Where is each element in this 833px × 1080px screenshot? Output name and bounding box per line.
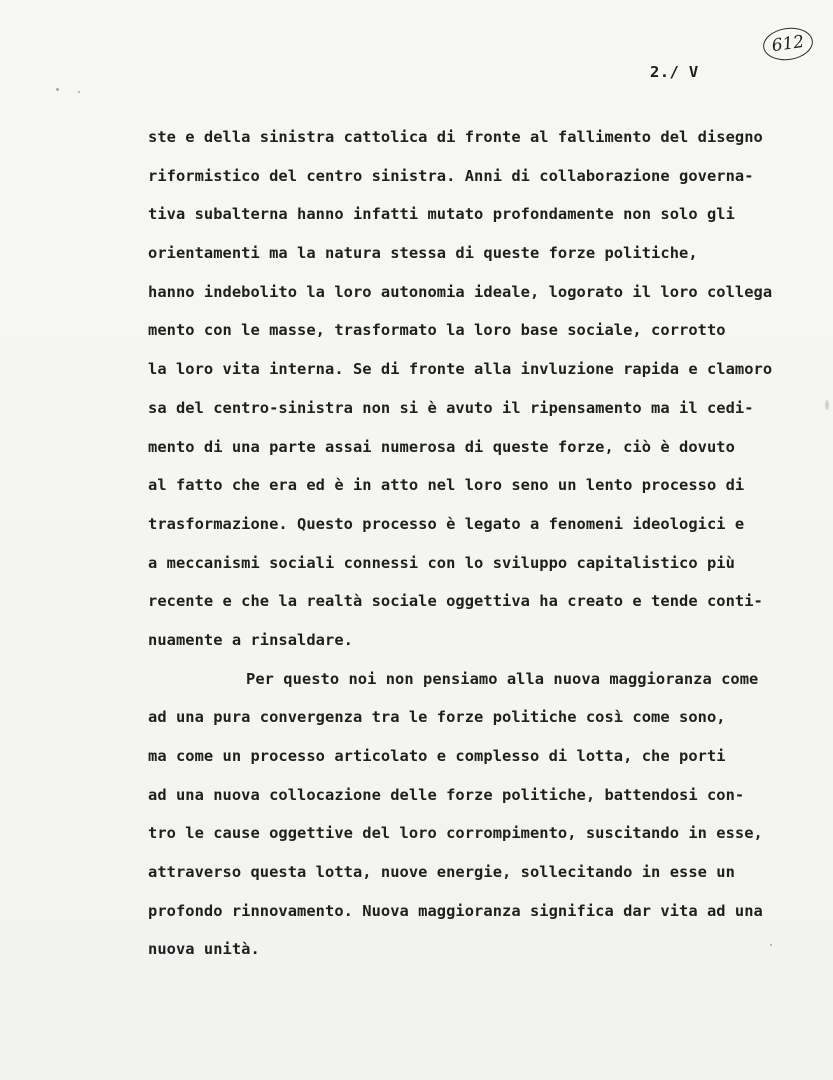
text-line: hanno indebolito la loro autonomia ideale, logorato il loro collega — [148, 282, 773, 301]
paper-speck — [78, 91, 80, 93]
archive-number-mark: 612 — [761, 25, 815, 64]
text-line: al fatto che era ed è in atto nel loro seno un lento processo di — [148, 476, 745, 495]
text-line: ma come un processo articolato e complesso di lotta, che porti — [148, 747, 726, 765]
text-line: nuamente a rinsaldare. — [148, 630, 353, 649]
page-number: 2./ V — [650, 63, 699, 81]
paragraph-first-line: Per questo noi non pensiamo alla nuova maggioranza come — [246, 669, 759, 688]
text-line: a meccanismi sociali connessi con lo sviluppo capitalistico più — [148, 553, 735, 572]
text-line: mento di una parte assai numerosa di queste forze, ciò è dovuto — [148, 437, 735, 456]
text-line: la loro vita interna. Se di fronte alla invluzione rapida e clamoro — [148, 360, 773, 379]
text-line: attraverso questa lotta, nuove energie, sollecitando in esse un — [148, 863, 735, 882]
text-line: tro le cause oggettive del loro corrompimento, suscitando in esse, — [148, 824, 763, 843]
text-line: tiva subalterna hanno infatti mutato profondamente non solo gli — [148, 205, 735, 224]
text-line: ad una pura convergenza tra le forze politiche così come sono, — [148, 708, 726, 727]
text-line: orientamenti ma la natura stessa di queste forze politiche, — [148, 244, 698, 263]
text-line: mento con le masse, trasformato la loro base sociale, corrotto — [148, 321, 726, 340]
body-text — [148, 118, 788, 969]
text-line: profondo rinnovamento. Nuova maggioranza significa dar vita ad una — [148, 901, 763, 920]
paper-speck — [825, 400, 829, 410]
text-line: ste e della sinistra cattolica di fronte al fallimento del disegno — [148, 128, 763, 146]
text-line: recente e che la realtà sociale oggettiva ha creato e tende conti- — [148, 592, 763, 611]
text-line: riformistico del centro sinistra. Anni di collaborazione governa- — [148, 166, 754, 185]
text-line: sa del centro-sinistra non si è avuto il ripensamento ma il cedi- — [148, 398, 754, 417]
paper-speck — [770, 944, 772, 946]
paper-speck — [56, 88, 59, 91]
text-line: ad una nuova collocazione delle forze politiche, battendosi con- — [148, 785, 745, 804]
text-line: nuova unità. — [148, 940, 260, 959]
text-line: trasformazione. Questo processo è legato a fenomeni ideologici e — [148, 514, 745, 533]
